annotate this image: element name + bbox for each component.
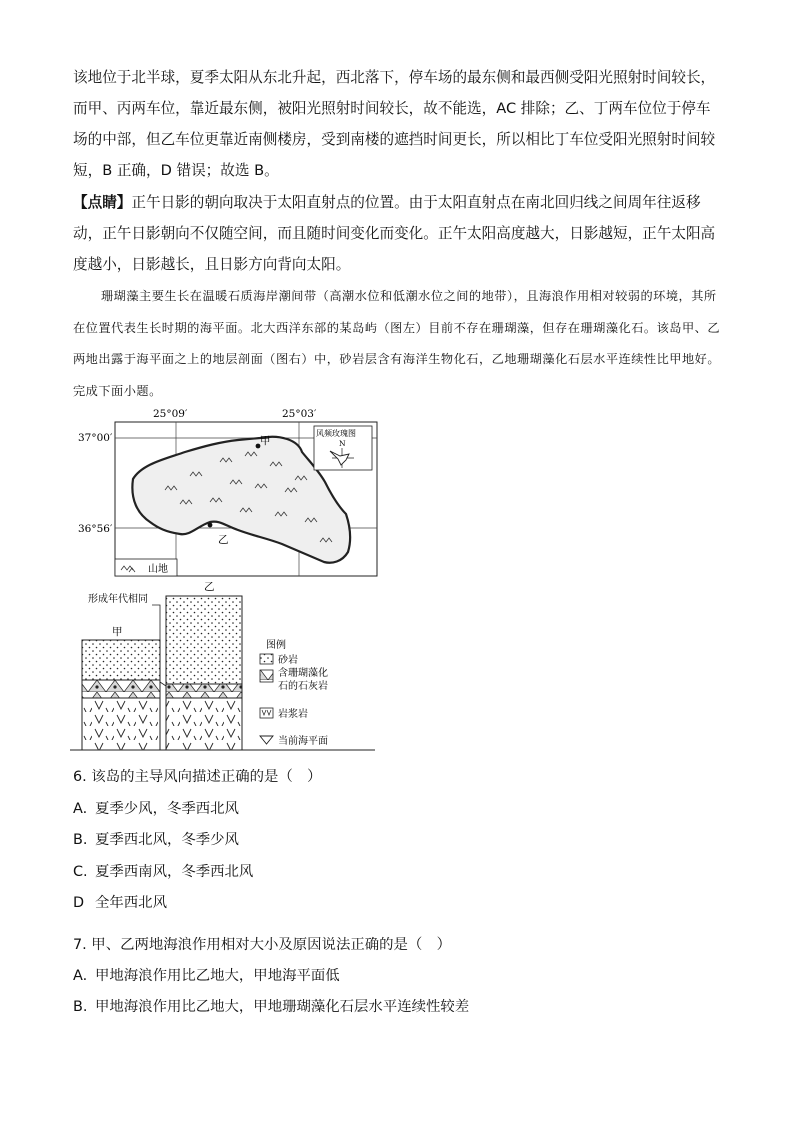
- section-label-jia: 甲: [112, 626, 123, 638]
- legend-limestone-swatch: [260, 670, 273, 682]
- legend-sealevel-icon: [260, 736, 273, 744]
- strata-section: [70, 581, 375, 750]
- question-6-stem: 6. 该岛的主导风向描述正确的是（ ）: [73, 769, 322, 785]
- q6-option-a[interactable]: A. 夏季少风，冬季西北风: [73, 801, 239, 817]
- legend-sealevel: 当前海平面: [278, 736, 328, 747]
- island-map: [78, 408, 377, 576]
- q6-option-d[interactable]: D 全年西北风: [73, 895, 167, 911]
- point-yi-marker: [208, 523, 213, 528]
- question-7-stem: 7. 甲、乙两地海浪作用相对大小及原因说法正确的是（ ）: [73, 937, 452, 953]
- key-point-paragraph: [73, 187, 723, 280]
- lon-label-right: 25°03′: [282, 408, 317, 420]
- column-yi: [166, 596, 242, 750]
- legend-title: 图例: [266, 640, 286, 651]
- legend-limestone-1: 含珊瑚藻化: [278, 668, 328, 679]
- wind-rose-north: N: [339, 439, 346, 448]
- key-point-tag: 【点睛】: [73, 194, 132, 211]
- point-yi-label: 乙: [218, 534, 229, 546]
- q6-option-b[interactable]: B. 夏季西北风，冬季少风: [73, 832, 239, 848]
- figure-svg: [70, 404, 380, 754]
- legend-sandstone: 砂岩: [278, 655, 298, 666]
- lon-label-left: 25°09′: [153, 408, 188, 420]
- column-jia: [82, 640, 160, 750]
- key-point-text: 正午日影的朝向取决于太阳直射点的位置。由于太阳直射点在南北回归线之间周年往返移动，正午日影朝向不仅随空间，而且随时间变化而变化。正午太阳高度越大，日影越短，正午太阳高度越小，日影越长，且日影方向背向太阳。: [73, 194, 716, 273]
- wind-rose-title: 风频玫瑰图: [316, 429, 356, 438]
- section-label-same-age: 形成年代相同: [88, 594, 148, 605]
- lat-label-bottom: 36°56′: [78, 523, 113, 535]
- lat-label-top: 37°00′: [78, 432, 113, 444]
- q7-option-a[interactable]: A. 甲地海浪作用比乙地大，甲地海平面低: [73, 968, 340, 984]
- answer-explanation: 该地位于北半球，夏季太阳从东北升起，西北落下，停车场的最东侧和最西侧受阳光照射时间较长，而甲、丙两车位，靠近最东侧，被阳光照射时间较长，故不能选，AC 排除；乙、丁两车位位于停车场的中部，但乙车位更靠近南侧楼房，受到南楼的遮挡时间更长，所以相比丁车位受阳光照射时间较短，B 正确，D 错误；故选 B。: [73, 69, 716, 179]
- legend-sandstone-swatch: [260, 654, 273, 664]
- legend-magma: 岩浆岩: [278, 709, 308, 720]
- q6-option-c[interactable]: C. 夏季西南风，冬季西北风: [73, 864, 254, 880]
- question-intro: 珊瑚藻主要生长在温暖石质海岸潮间带（高潮水位和低潮水位之间的地带），且海浪作用相对较弱的环境，其所在位置代表生长时期的海平面。北大西洋东部的某岛屿（图左）目前不存在珊瑚藻，但存在珊瑚藻化石。该岛甲、乙两地出露于海平面之上的地层剖面（图右）中，砂岩层含有海洋生物化石，乙地珊瑚藻化石层水平连续性比甲地好。完成下面小题。: [73, 289, 721, 398]
- q7-option-b[interactable]: B. 甲地海浪作用比乙地大，甲地珊瑚藻化石层水平连续性较差: [73, 999, 470, 1015]
- point-jia-label: 甲: [260, 435, 271, 447]
- section-label-yi: 乙: [204, 581, 215, 593]
- map-legend-mountain: 山地: [148, 564, 168, 575]
- island-figure: [70, 404, 380, 758]
- legend-magma-swatch: [260, 708, 273, 718]
- legend-limestone-2: 石的石灰岩: [278, 681, 328, 692]
